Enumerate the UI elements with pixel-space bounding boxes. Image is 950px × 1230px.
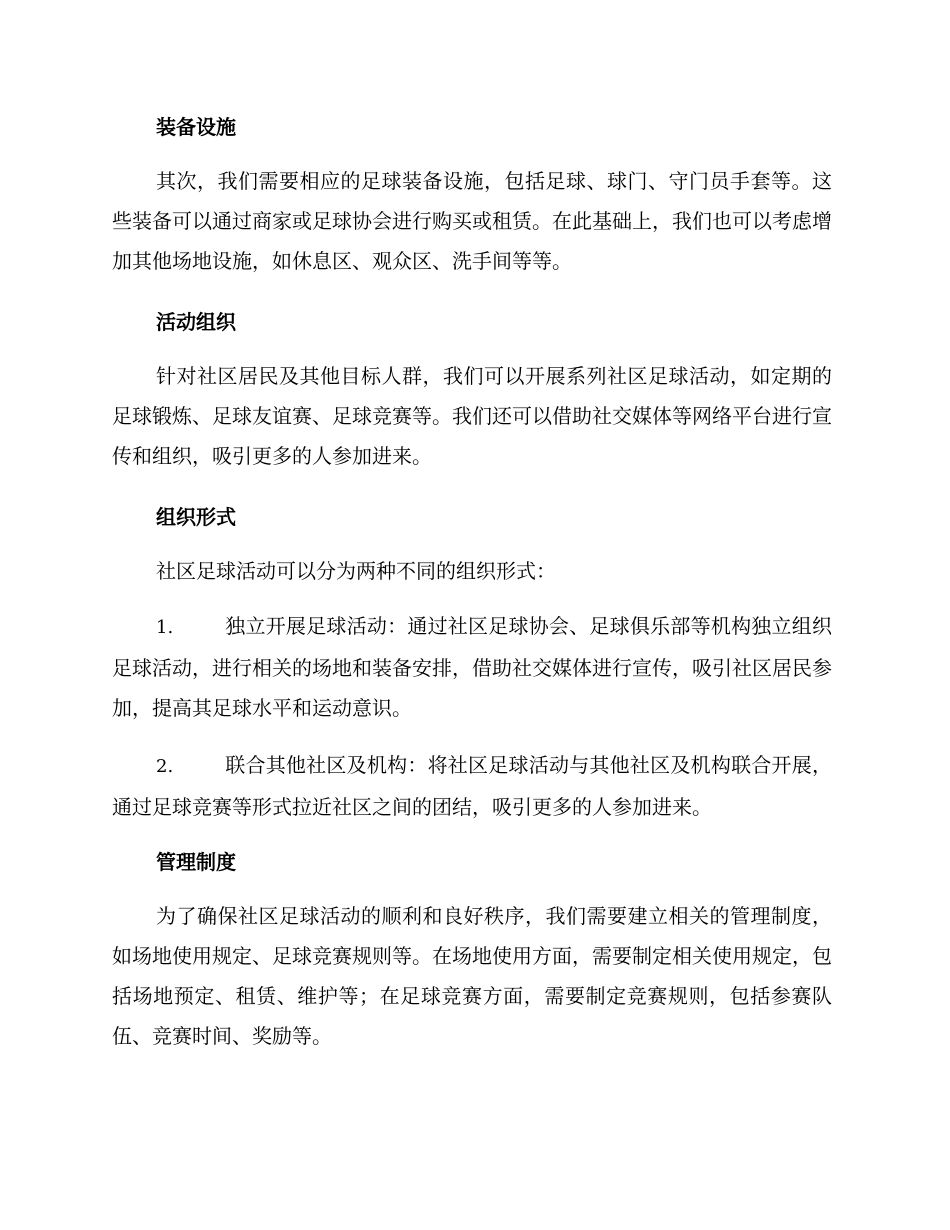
section-heading-equipment: 装备设施 (156, 115, 236, 139)
section-intro-organization-forms: 社区足球活动可以分为两种不同的组织形式： (156, 559, 556, 583)
list-item (112, 745, 832, 827)
section-heading-activities: 活动组织 (156, 310, 236, 334)
list-item-text: 独立开展足球活动：通过社区足球协会、足球俱乐部等机构独立组织足球活动，进行相关的场地和装备安排，借助社交媒体进行宣传，吸引社区居民参加，提高其足球水平和运动意识。 (112, 614, 832, 720)
section-paragraph-management: 为了确保社区足球活动的顺利和良好秩序，我们需要建立相关的管理制度，如场地使用规定、足球竞赛规则等。在场地使用方面，需要制定相关使用规定，包括场地预定、租赁、维护等；在足球竞赛方面，需要制定竞赛规则，包括参赛队伍、竞赛时间、奖励等。 (112, 904, 832, 1048)
section-heading-organization-forms: 组织形式 (156, 505, 236, 529)
list-item (112, 606, 832, 728)
section-paragraph-activities: 针对社区居民及其他目标人群，我们可以开展系列社区足球活动，如定期的足球锻炼、足球友谊赛、足球竞赛等。我们还可以借助社交媒体等网络平台进行宣传和组织，吸引更多的人参加进来。 (112, 364, 832, 468)
list-item-text: 联合其他社区及机构：将社区足球活动与其他社区及机构联合开展，通过足球竞赛等形式拉近社区之间的团结，吸引更多的人参加进来。 (112, 753, 832, 819)
section-paragraph-equipment: 其次，我们需要相应的足球装备设施，包括足球、球门、守门员手套等。这些装备可以通过商家或足球协会进行购买或租赁。在此基础上，我们也可以考虑增加其他场地设施，如休息区、观众区、洗手间等等。 (112, 169, 832, 273)
list-item-number: 1. (156, 617, 174, 638)
list-item-number: 2. (156, 756, 174, 777)
section-heading-management: 管理制度 (156, 850, 236, 874)
